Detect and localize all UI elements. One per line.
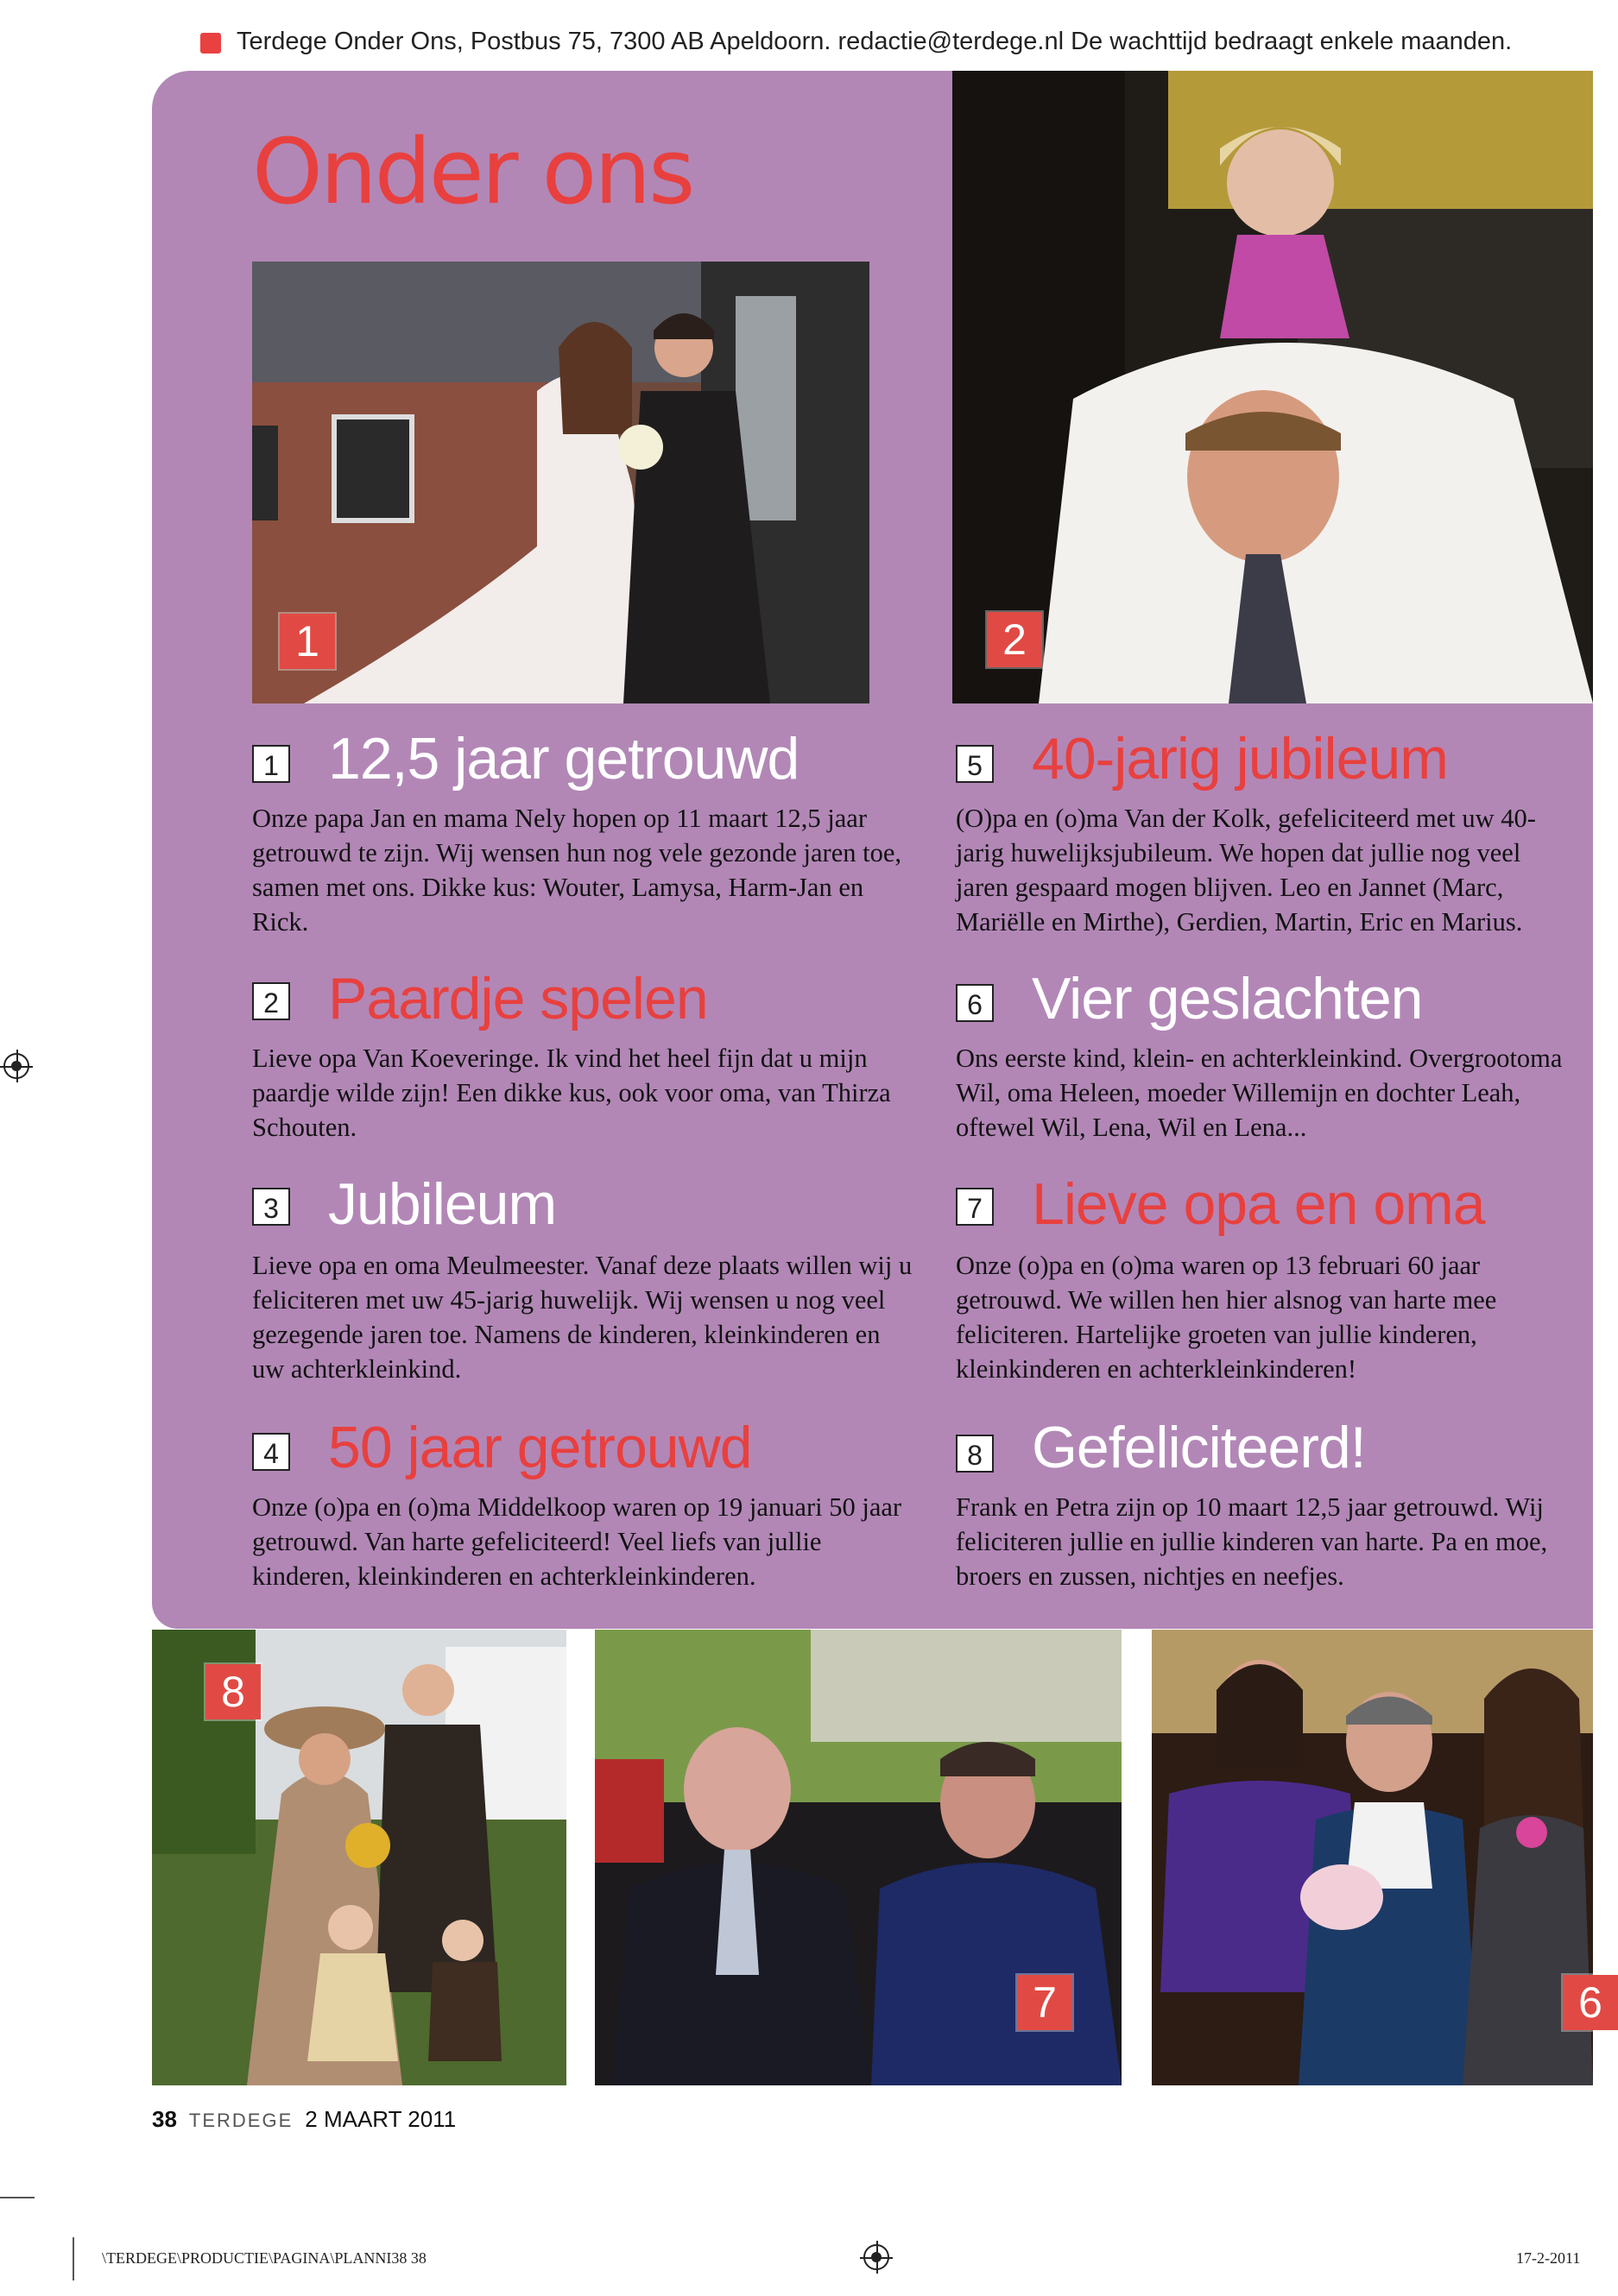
section-body: (O)pa en (o)ma Van der Kolk, gefeliciteerd met uw 40-jarig huwelijksjubileum. We hopen dat jullie nog veel jaren gespaard mogen blijven. Leo en Jannet (Marc, Mariëlle en Mirthe), Gerdien, Martin, Eric en Marius. [956,804,1536,937]
page-number: 38 [152,2106,177,2132]
slug-path: \TERDEGE\PRODUCTIE\PAGINA\PLANNI38 38 [102,2249,427,2267]
section-number: 5 [956,745,994,783]
page-title: Onder ons [252,119,693,224]
section-body: Ons eerste kind, klein- en achterkleinkind. Overgrootoma Wil, oma Heleen, moeder Willemijn en dochter Leah, oftewel Wil, Lena, Wil en Lena... [956,1044,1563,1142]
section-title: 40-jarig jubileum [1032,726,1448,792]
photo-wedding-family [152,1630,566,2085]
section-title: Gefeliciteerd! [1032,1415,1366,1480]
photo-badge: 8 [205,1664,261,1719]
section-title: Paardje spelen [328,966,708,1031]
photo-badge: 2 [987,612,1042,667]
header-bullet-icon [200,33,221,54]
photo-badge: 1 [280,614,335,669]
section-title: Lieve opa en oma [1032,1171,1485,1237]
section-number: 7 [956,1188,994,1226]
section-title: Vier geslachten [1032,966,1423,1031]
section-number: 3 [252,1188,290,1226]
section-number: 2 [252,982,290,1020]
section-number: 8 [956,1435,994,1473]
section-body: Lieve opa Van Koeveringe. Ik vind het heel fijn dat u mijn paardje wilde zijn! Een dikke kus, ook voor oma, van Thirza Schouten. [252,1044,891,1142]
section-body: Onze (o)pa en (o)ma waren op 13 februari 60 jaar getrouwd. We willen hen hier alsnog van harte mee feliciteren. Hartelijke groeten van jullie kinderen, kleinkinderen en achterkleinkinderen! [956,1251,1497,1384]
magazine-name: TERDEGE [188,2110,294,2131]
registration-mark-icon [3,1053,29,1079]
wedding-photo-icon [252,262,869,703]
section-number: 1 [252,745,290,783]
page-folio [152,2106,456,2133]
section-title: 50 jaar getrouwd [328,1415,752,1480]
crop-mark-icon [0,2197,35,2198]
photo-badge: 7 [1017,1975,1072,2030]
section-number: 4 [252,1433,290,1471]
section-body: Onze (o)pa en (o)ma Middelkoop waren op 19 januari 50 jaar getrouwd. Van harte gefeliciteerd! Veel liefs van jullie kinderen, kleinkinderen en achterkleinkinderen. [252,1492,902,1591]
section-title: Jubileum [328,1171,557,1237]
section-body: Frank en Petra zijn op 10 maart 12,5 jaar getrouwd. Wij feliciteren jullie en jullie kinderen van harte. Pa en moe, broers en zussen, nichtjes en neefjes. [956,1492,1548,1591]
section-number: 6 [956,984,994,1022]
issue-date: 2 MAART 2011 [305,2106,457,2132]
grandfather-child-photo-icon [952,71,1593,703]
four-generations-photo-icon [1152,1630,1593,2085]
photo-four-generations [1152,1630,1602,2085]
section-body: Onze papa Jan en mama Nely hopen op 11 maart 12,5 jaar getrouwd te zijn. Wij wensen hun nog vele gezonde jaren toe, samen met ons. Dikke kus: Wouter, Lamysa, Harm-Jan en Rick. [252,804,902,937]
section-body: Lieve opa en oma Meulmeester. Vanaf deze plaats willen wij u feliciteren met uw 45-jarig huwelijk. Wij wensen u nog veel gezegende jaren toe. Namens de kinderen, kleinkinderen en uw achterkleinkind. [252,1251,913,1384]
photo-grandfather-child [952,71,1593,703]
section-title: 12,5 jaar getrouwd [328,726,800,792]
photo-badge: 6 [1563,1975,1618,2030]
crop-mark-icon [73,2237,74,2280]
registration-mark-icon [863,2244,889,2270]
photo-elderly-couple [595,1630,1122,2085]
photo-wedding [252,262,869,703]
header-contact-line: Terdege Onder Ons, Postbus 75, 7300 AB Apeldoorn. redactie@terdege.nl De wachttijd bedraagt enkele maanden. [237,28,1513,55]
slug-date: 17-2-2011 [1516,2249,1581,2267]
